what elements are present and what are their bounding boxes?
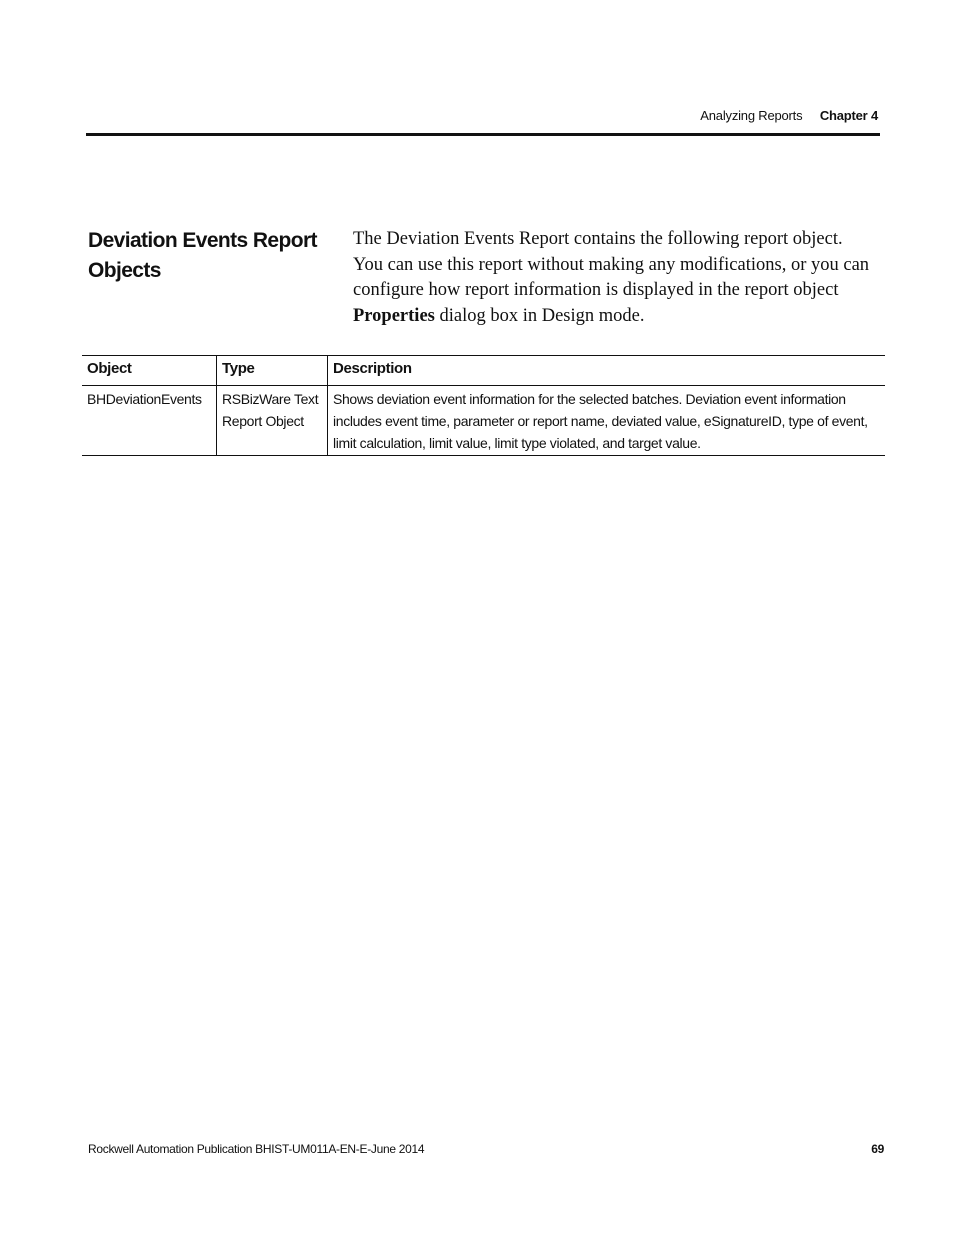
report-objects-table	[82, 355, 885, 456]
intro-paragraph	[353, 227, 873, 329]
page-number: 69	[871, 1142, 884, 1156]
running-header-section: Analyzing Reports	[700, 108, 803, 123]
cell-description: Shows deviation event information for the selected batches. Deviation event information includes event time, parameter or report name, deviated value, eSignatureID, type of event, limit calculation, limit value, limit type violated, and target value.	[328, 386, 886, 456]
footer-publication: Rockwell Automation Publication BHIST-UM011A-EN-E-June 2014	[88, 1142, 425, 1156]
page-footer	[88, 1142, 884, 1156]
column-header-type: Type	[217, 356, 328, 386]
cell-type: RSBizWare Text Report Object	[217, 386, 328, 456]
intro-properties-term: Properties	[353, 305, 435, 326]
running-header-chapter: Chapter 4	[819, 108, 878, 123]
column-header-object: Object	[87, 360, 132, 377]
intro-text-start: The Deviation Events Report contains the following report object. You can use this report without making any modifications, or you can configure how report information is displayed in the report object	[353, 229, 870, 301]
table-header-row	[82, 356, 885, 386]
intro-text-end: dialog box in Design mode.	[434, 305, 645, 326]
cell-object: BHDeviationEvents	[87, 391, 202, 407]
header-rule	[86, 133, 880, 136]
section-heading: Deviation Events Report Objects	[88, 229, 317, 282]
table-row	[82, 386, 885, 456]
column-header-description: Description	[328, 356, 886, 386]
running-header	[700, 108, 878, 123]
